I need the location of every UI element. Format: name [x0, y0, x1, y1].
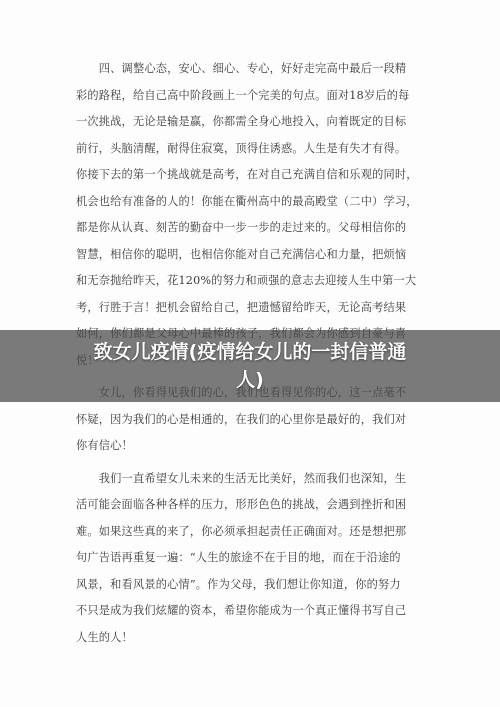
banner-title-line-2: 人) [236, 369, 264, 391]
text-line: 风景，和看风景的心情”。作为父母，我们想让你知道，你的努力 [76, 577, 401, 591]
banner-title-line-1: 致女儿疫情(疫情给女儿的一封信普通 [93, 341, 407, 363]
text-line: 彩的路程，给自己高中阶段画上一个完美的句点。面对18岁后的每 [76, 88, 410, 102]
text-line: 活可能会面临各种各样的压力，形形色色的挑战，会遇到挫折和困 [76, 498, 407, 511]
paragraph-3 [76, 466, 436, 652]
text-line: 和无奈抛给昨天，花120%的努力和顽强的意志去迎接人生中第一大 [76, 274, 417, 287]
text-line: 都是你从认真、刻苦的勤奋中一步一步的走过来的。父母相信你的 [76, 221, 407, 234]
text-line: 难。如果这些真的来了，你必须承担起责任正确面对。还是想把那 [76, 524, 407, 538]
paragraph-1 [76, 56, 436, 374]
text-line: 怀疑，因为我们的心是相通的，在我们的心里你是最好的，我们对 [76, 412, 407, 426]
text-line: 智慧，相信你的聪明，也相信你能对自己充满信心和力量，把烦恼 [76, 247, 407, 261]
text-line: 考，行胜于言！把机会留给自己，把遗憾留给昨天，无论高考结果 [76, 300, 407, 314]
text-line: 你有信心！ [76, 439, 133, 452]
text-line: 我们一直希望女儿未来的生活无比美好，然而我们也深知，生 [76, 471, 407, 485]
title-banner [0, 330, 500, 402]
text-line: 不只是成为我们炫耀的资本，希望你能成为一个真正懂得书写自己 [76, 604, 407, 617]
text-line: 机会也给有准备的人的！你能在衢州高中的最高殿堂（二中）学习， [76, 194, 418, 208]
text-line: 前行，头脑清醒，耐得住寂寞，顶得住诱惑。人生是有失才有得。 [76, 141, 407, 155]
text-line: 人生的人！ [76, 630, 133, 644]
text-line: 一次挑战，无论是输是赢，你都需全身心地投入，向着既定的目标 [76, 115, 407, 128]
text-line: 你接下去的第一个挑战就是高考，在对自己充满自信和乐观的同时， [76, 168, 418, 181]
text-line: 句广告语再重复一遍：“人生的旅途不在于目的地，而在于沿途的 [76, 551, 401, 564]
text-line: 四、调整心态，安心、细心、专心，好好走完高中最后一段精 [76, 62, 407, 75]
